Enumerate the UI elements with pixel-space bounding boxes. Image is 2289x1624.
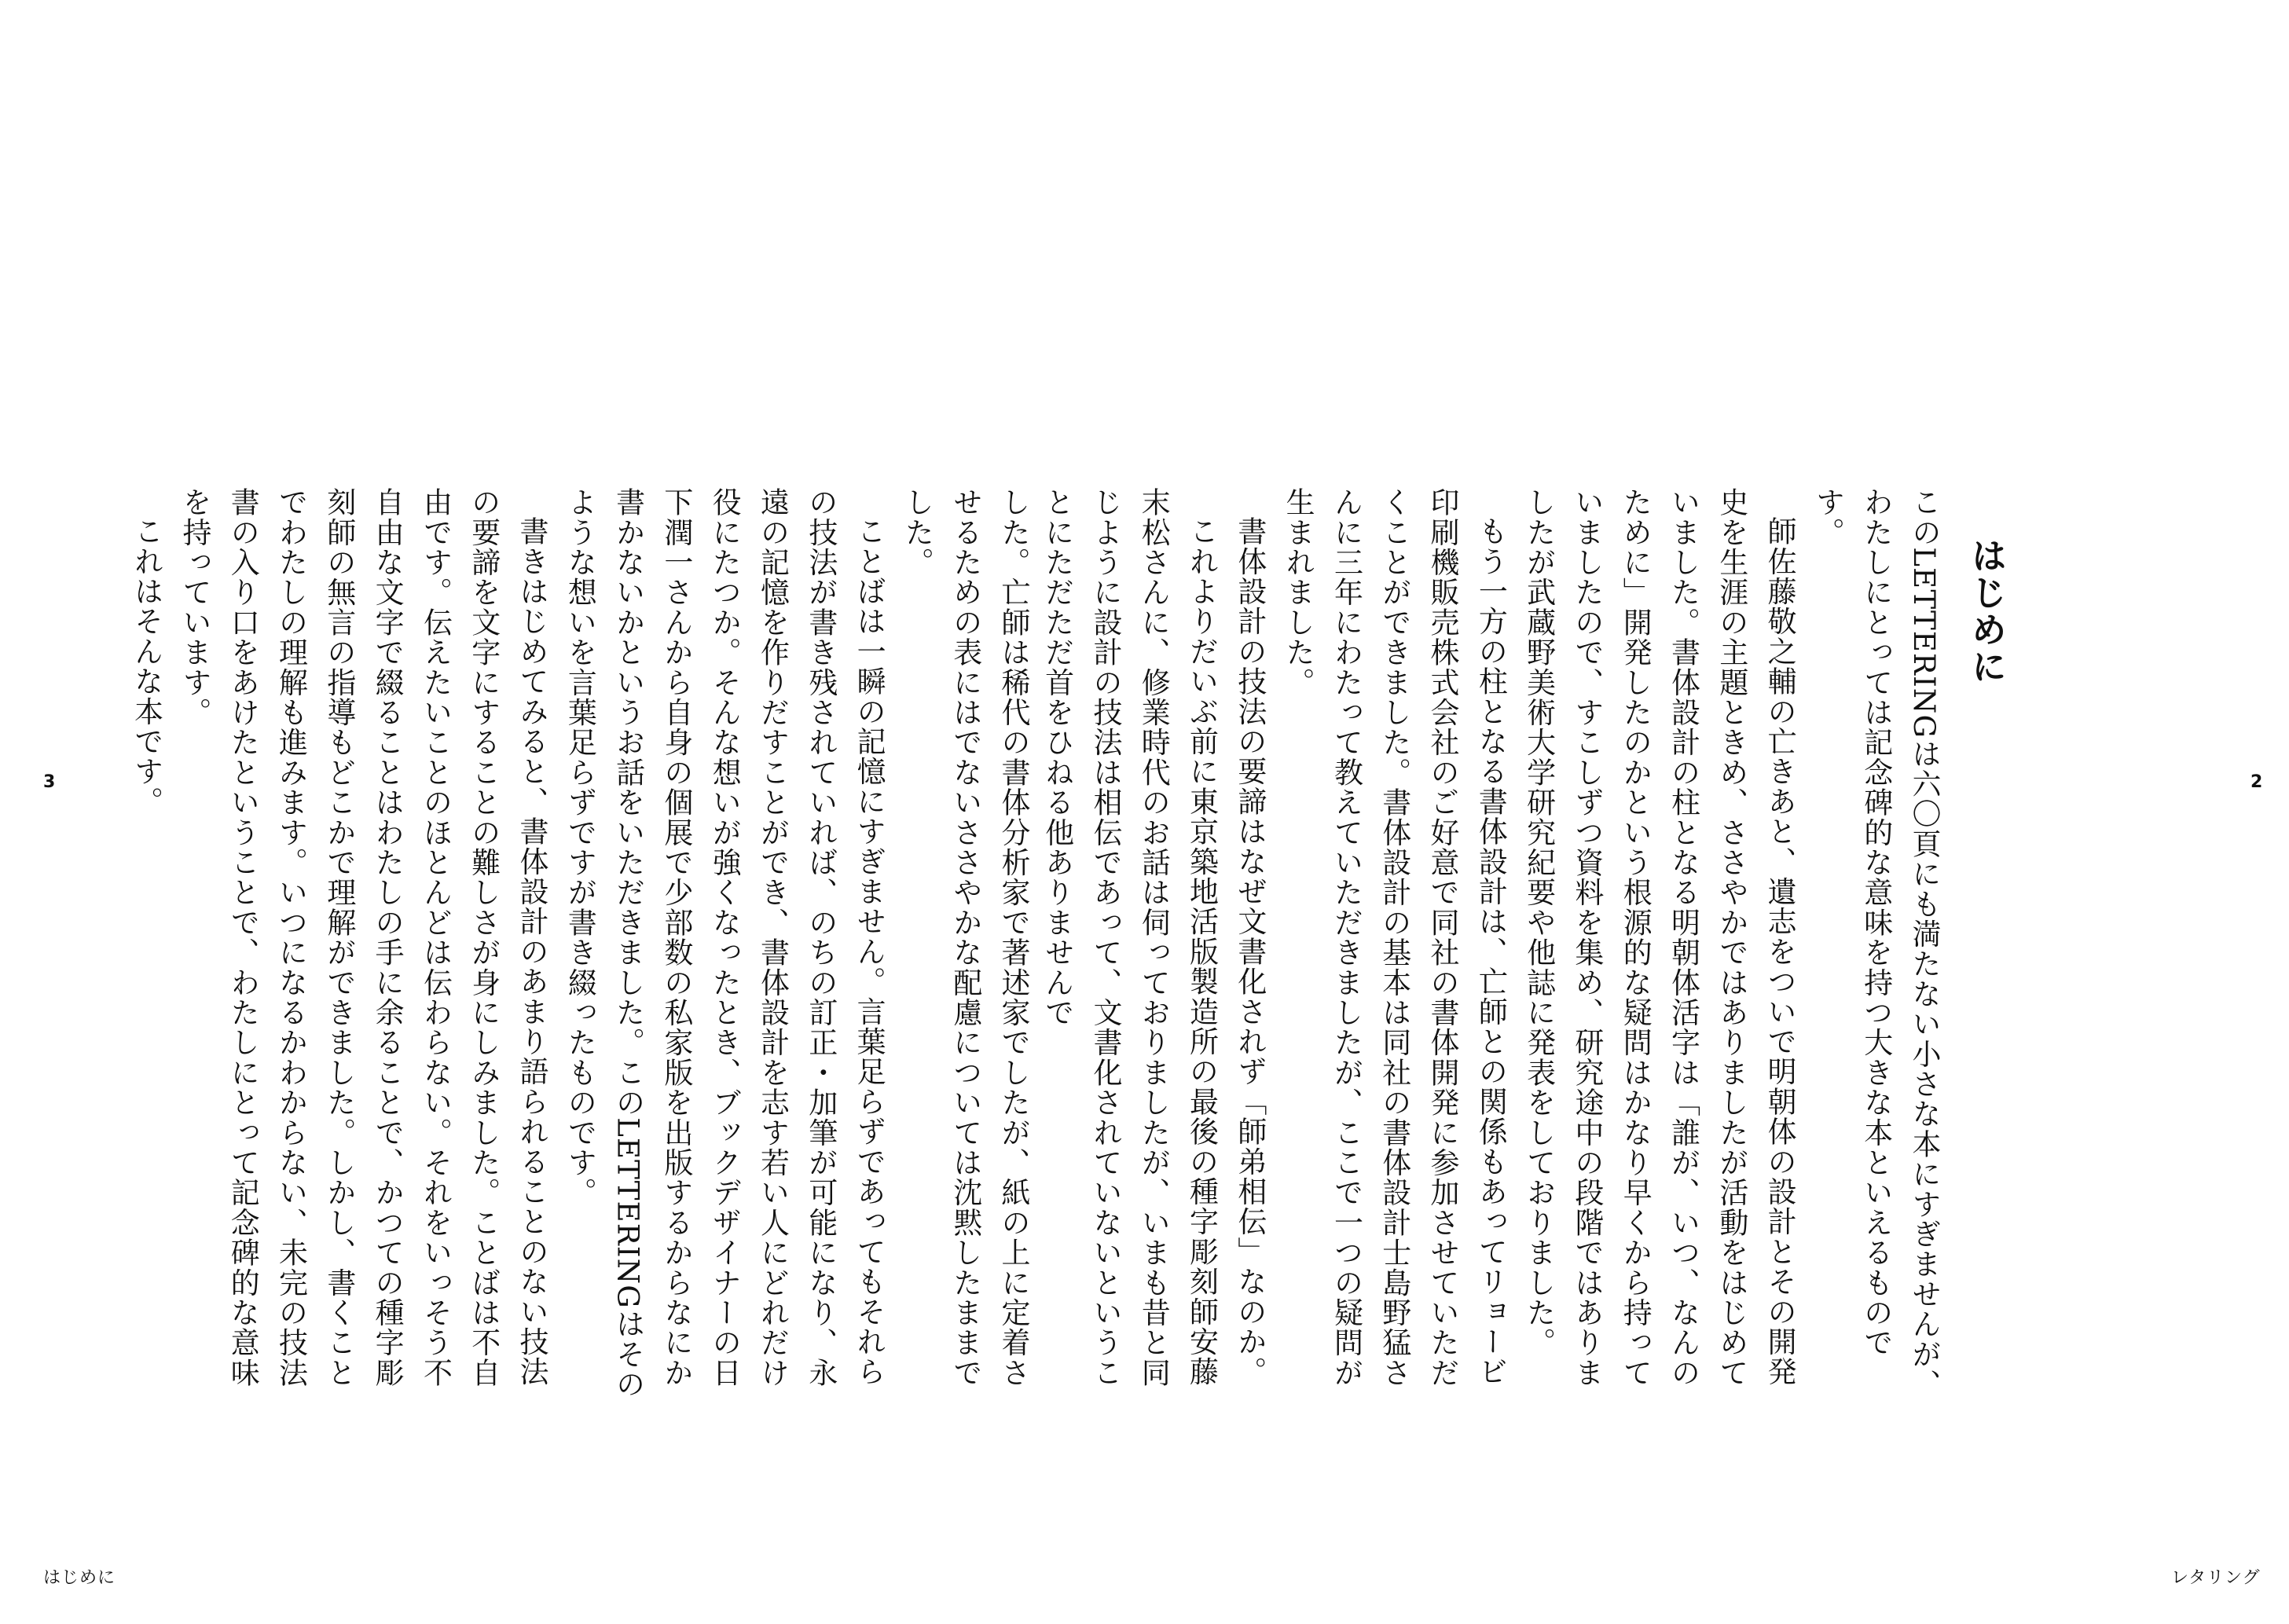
running-head: はじめに: [43, 1568, 116, 1588]
page-number: 2: [2250, 772, 2263, 792]
paragraph: した。亡師は稀代の書体分析家で著述家でしたが、紙の上に定着させるための表にはでないささやかな配慮については沈黙したままでした。: [900, 487, 1030, 1388]
paragraph: このLETTERINGは六〇頁にも満たない小さな本にすぎませんが、わたしにとっては記念碑的な意味を持つ大きな本といえるものです。: [1810, 487, 1941, 1399]
paragraph: 師佐藤敬之輔の亡きあと、遺志をついで明朝体の設計とその開発史を生涯の主題ときめ、ささやかではありましたが活動をはじめていました。書体設計の柱となる明朝体活字は「誰が、いつ、なんのために」開発したのかという根源的な疑問はかなり早くから持っていましたので、すこしずつ資料を集め、研究途中の段階ではありましたが武蔵野美術大学研究紀要や他誌に発表をしておりました。: [1521, 487, 1797, 1388]
paragraph: これよりだいぶ前に東京築地活版製造所の最後の種字彫刻師安藤末松さんに、修業時代のお話は伺っておりましたが、いまも昔と同じように設計の技法は相伝であって、文書化されていないということにただただ首をひねる他ありませんで: [1040, 487, 1219, 1388]
left-page: [0, 0, 1144, 1624]
paragraph: ことばは一瞬の記憶にすぎません。言葉足らずであってもそれらの技法が書き残されていれば、のちの訂正・加筆が可能になり、永遠の記憶を作りだすことができ、書体設計を志す若い人にどれだけ役にたつか。そんな想いが強くなったとき、ブックデザイナーの日下潤一さんから自身の個展で少部数の私家版を出版するからなにか書かないかというお話をいただきました。このLETTERINGはそのような想いを言葉足らずですが書き綴ったものです。: [563, 487, 886, 1399]
right-page-body: [1040, 487, 1948, 1400]
chapter-title: はじめに: [1965, 537, 2007, 685]
paragraph: 書きはじめてみると、書体設計のあまり語られることのない技法の要諦を文字にすることの難しさが身にしみました。ことばは不自由です。伝えたいことのほとんどは伝わらない。それをいっそう不自由な文字で綴ることはわたしの手に余ることで、かつての種字彫刻師の無言の指導もどこかで理解ができました。しかし、書くことでわたしの理解も進みます。いつになるかわからない、未完の技法書の入り口をあけたということで、わたしにとって記念碑的な意味を持っています。: [177, 487, 549, 1388]
paragraph: もう一方の柱となる書体設計は、亡師との関係もあってリョービ印刷機販売株式会社のご好意で同社の書体開発に参加させていただくことができました。書体設計の基本は同社の書体設計士島野猛さんに三年にわたって教えていただきましたが、ここで一つの疑問が生まれました。: [1281, 487, 1508, 1388]
paragraph: これはそんな本です。: [129, 516, 163, 816]
page-number: 3: [43, 772, 56, 792]
left-page-body: [129, 487, 1037, 1400]
right-page: [1040, 0, 2289, 1624]
running-head: レタリング: [2171, 1568, 2261, 1588]
paragraph: 書体設計の技法の要諦はなぜ文書化されず「師弟相伝」なのか。: [1232, 516, 1267, 1387]
